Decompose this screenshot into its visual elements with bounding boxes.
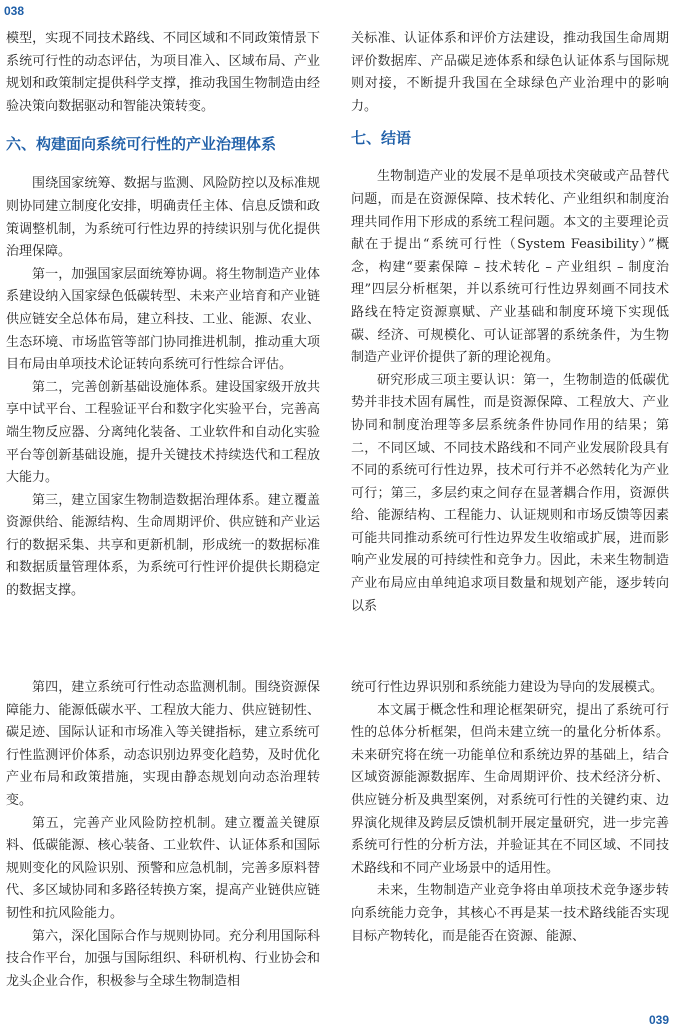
lower-left-column: [6, 677, 320, 993]
continued-paragraph: 模型，实现不同技术路线、不同区域和不同政策情景下系统可行性的动态评估，为项目准入、区域布局、产业规划和政策制定提供科学支撑，推动我国生物制造由经验决策向数据驱动和智能决策转变。: [6, 31, 320, 114]
section-heading-6: 六、构建面向系统可行性的产业治理体系: [6, 136, 277, 154]
paragraph: 生物制造产业的发展不是单项技术突破或产品替代问题，而是在资源保障、技术转化、产业组织和制度治理共同作用下形成的系统工程问题。本文的主要理论贡献在于提出“系统可行性（System Feasibility）”概念，构建“要素保障 – 技术转化 – 产业组织 – 制度治理”四层分析框架，并以系统可行性边界刻画不同技术路线在特定资源禀赋、产业基础和制度环境下实现低碳、经济、可规模化、可认证部署的系统条件，为生物制造产业评价提供了新的理论视角。: [351, 169, 669, 366]
paragraph: 围绕国家统筹、数据与监测、风险防控以及标准规则协同建立制度化安排，明确责任主体、信息反馈和政策调整机制，为系统可行性边界的持续识别与优化提供治理保障。: [6, 176, 320, 260]
paragraph: 第五，完善产业风险防控机制。建立覆盖关键原料、低碳能源、核心装备、工业软件、认证体系和国际规则变化的风险识别、预警和应急机制，完善多原料替代、多区域协同和多路径转换方案，提高产业链供应链韧性和抗风险能力。: [6, 815, 320, 921]
page-number-bottom: 039: [648, 1013, 669, 1027]
upper-right-column: [351, 28, 669, 618]
continued-paragraph: 关标准、认证体系和评价方法建设，推动我国生命周期评价数据库、产品碳足迹体系和绿色认证体系与国际规则对接，不断提升我国在全球绿色产业治理中的影响力。: [351, 31, 669, 114]
section-heading-7: 七、结语: [351, 130, 412, 148]
paragraph: 第四，建立系统可行性动态监测机制。围绕资源保障能力、能源低碳水平、工程放大能力、供应链韧性、碳足迹、国际认证和市场准入等关键指标，建立系统可行性监测评价体系，动态识别边界变化趋势，及时优化产业布局和政策措施，实现由静态规划向动态治理转变。: [6, 680, 320, 808]
upper-left-column: [6, 28, 320, 603]
continued-paragraph: 统可行性边界识别和系统能力建设为导向的发展模式。: [351, 680, 664, 695]
paragraph: 第一，加强国家层面统筹协调。将生物制造产业体系建设纳入国家绿色低碳转型、未来产业培育和产业链供应链安全总体布局，建立科技、工业、能源、农业、生态环境、市场监管等部门协同推进机制，推动重大项目布局由单项技术论证转向系统可行性综合评估。: [6, 266, 320, 373]
paragraph: 本文属于概念性和理论框架研究，提出了系统可行性的总体分析框架，但尚未建立统一的量化分析体系。未来研究将在统一功能单位和系统边界的基础上，结合区域资源能源数据库、生命周期评价、技术经济分析、供应链分析及典型案例，对系统可行性的关键约束、边界演化规律及跨层反馈机制开展定量研究，进一步完善系统可行性的分析方法，并验证其在不同区域、不同技术路线和不同产业场景中的适用性。: [351, 702, 669, 876]
lower-right-column: [351, 677, 669, 948]
paragraph: 第二，完善创新基础设施体系。建设国家级开放共享中试平台、工程验证平台和数字化实验平台，完善高端生物反应器、分离纯化装备、工业软件和自动化实验平台等创新基础设施，提升关键技术持续迭代和工程放大能力。: [6, 379, 320, 486]
paragraph: 第三，建立国家生物制造数据治理体系。建立覆盖资源供给、能源结构、生命周期评价、供应链和产业运行的数据采集、共享和更新机制，形成统一的数据标准和数据质量管理体系，为系统可行性评价提供长期稳定的数据支撑。: [6, 492, 320, 599]
page-number-top: 038: [4, 4, 25, 18]
paragraph: 第六，深化国际合作与规则协同。充分利用国际科技合作平台，加强与国际组织、科研机构、行业协会和龙头企业合作，积极参与全球生物制造相: [6, 928, 320, 989]
paragraph: 未来，生物制造产业竞争将由单项技术竞争逐步转向系统能力竞争，其核心不再是某一技术路线能否实现目标产物转化，而是能否在资源、能源、: [351, 883, 669, 944]
paragraph: 研究形成三项主要认识：第一，生物制造的低碳优势并非技术固有属性，而是资源保障、工程放大、产业协同和制度治理等多层系统条件协同作用的结果；第二，不同区域、不同技术路线和不同产业发展阶段具有不同的系统可行性边界，技术可行并不必然转化为产业可行；第三，多层约束之间存在显著耦合作用，资源供给、能源结构、工程能力、认证规则和市场反馈等因素可能共同推动系统可行性边界发生收缩或扩展，进而影响产业发展的可持续性和竞争力。因此，未来生物制造产业布局应由单纯追求项目数量和规划产能，逐步转向以系: [351, 372, 669, 614]
